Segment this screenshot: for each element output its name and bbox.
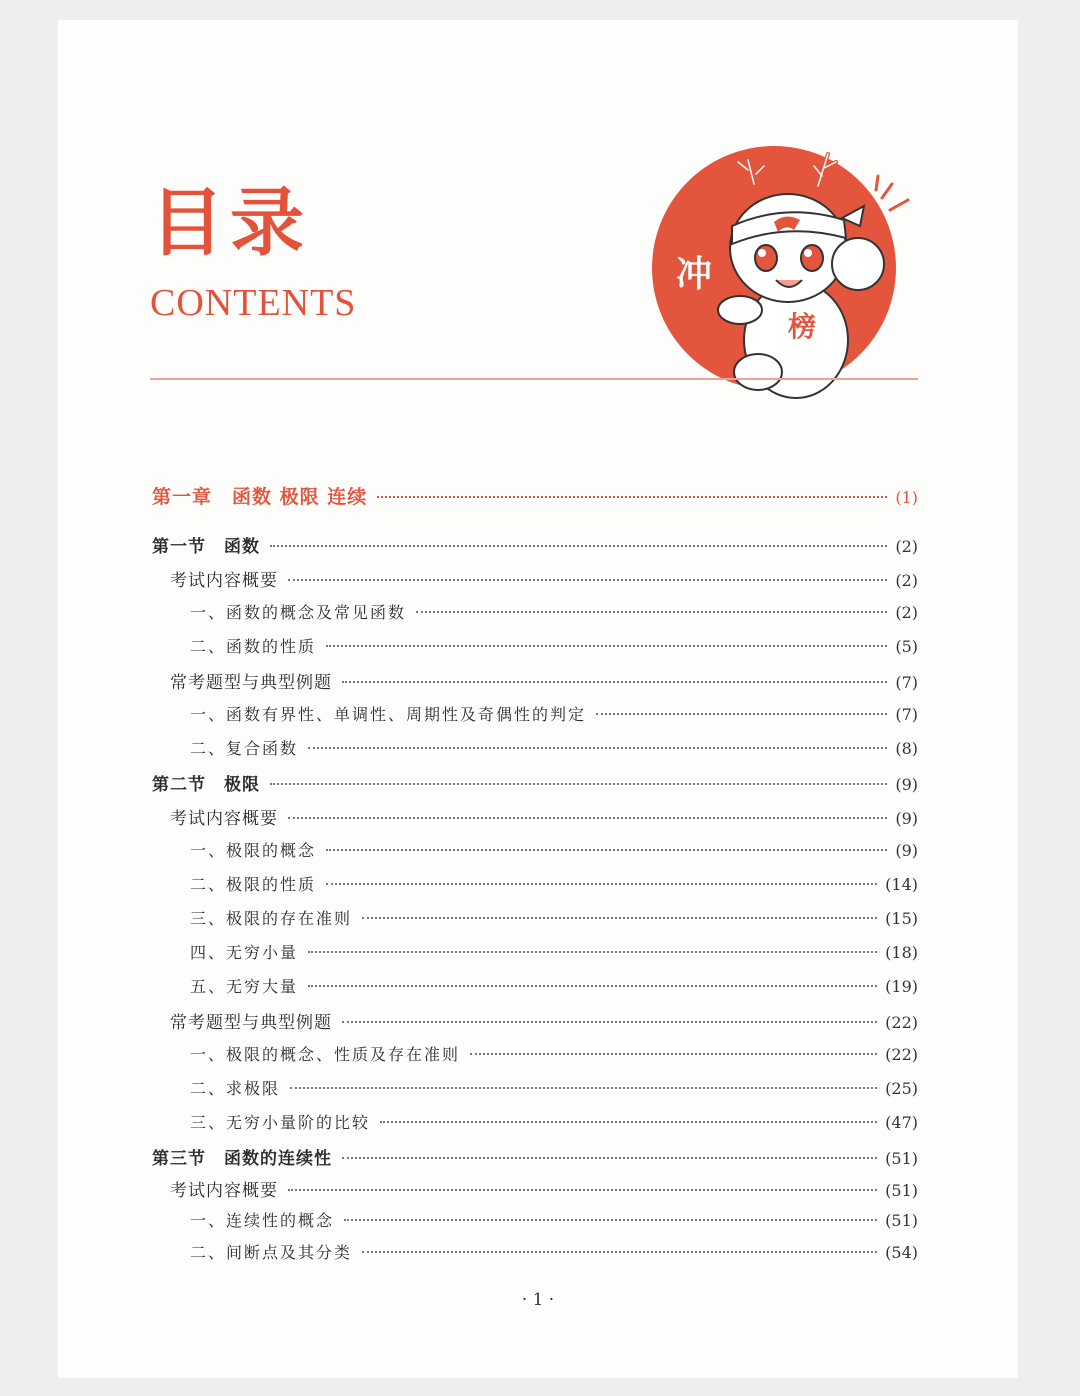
toc-entry-item[interactable]: [190, 1240, 918, 1266]
toc-leader-dots: [288, 817, 887, 819]
mascot-text-bang: 榜: [788, 310, 817, 343]
toc-entry-label: 三、极限的存在准则: [190, 909, 353, 928]
header-divider: [150, 378, 918, 380]
toc-leader-dots: [342, 681, 887, 683]
toc-entry-label: 一、函数的概念及常见函数: [190, 603, 407, 622]
toc-leader-dots: [308, 951, 877, 953]
toc-entry-item[interactable]: [190, 702, 918, 728]
toc-leader-dots: [380, 1121, 877, 1123]
toc-entry-label: 二、求极限: [190, 1079, 281, 1098]
toc-entry-page: (14): [885, 875, 918, 894]
toc-entry-label: 一、极限的概念、性质及存在准则: [190, 1045, 461, 1064]
toc-entry-label: 第一节 函数: [152, 537, 260, 557]
toc-entry-section[interactable]: [152, 532, 918, 558]
toc-entry-label: 常考题型与典型例题: [170, 1013, 332, 1033]
toc-entry-label: 考试内容概要: [170, 571, 278, 591]
toc-entry-label: 二、复合函数: [190, 739, 299, 758]
toc-entry-label: 一、极限的概念: [190, 841, 317, 860]
toc-entry-label: 三、无穷小量阶的比较: [190, 1113, 371, 1132]
toc-entry-label: 二、间断点及其分类: [190, 1243, 353, 1262]
toc-entry-page: (8): [895, 739, 918, 758]
toc-entry-item[interactable]: [190, 1042, 918, 1068]
toc-entry-chapter[interactable]: [152, 482, 918, 508]
page-title-chinese: 目录: [150, 180, 310, 266]
toc-entry-label: 第一章 函数 极限 连续: [152, 486, 368, 508]
toc-leader-dots: [470, 1053, 877, 1055]
toc-entry-item[interactable]: [190, 634, 918, 660]
toc-entry-page: (2): [895, 603, 918, 622]
mascot-text-chong: 冲: [676, 254, 713, 295]
toc-entry-label: 二、函数的性质: [190, 637, 317, 656]
toc-entry-label: 五、无穷大量: [190, 977, 299, 996]
toc-entry-label: 常考题型与典型例题: [170, 673, 332, 693]
toc-entry-page: (7): [895, 705, 918, 724]
toc-leader-dots: [377, 496, 887, 498]
toc-entry-page: (15): [885, 909, 918, 928]
toc-entry-sub[interactable]: [170, 804, 918, 830]
toc-entry-page: (2): [895, 571, 918, 590]
toc-entry-item[interactable]: [190, 872, 918, 898]
toc-leader-dots: [326, 645, 887, 647]
toc-entry-item[interactable]: [190, 838, 918, 864]
toc-entry-page: (22): [885, 1013, 918, 1032]
toc-entry-label: 第二节 极限: [152, 775, 260, 795]
toc-entry-page: (18): [885, 943, 918, 962]
toc-entry-item[interactable]: [190, 600, 918, 626]
toc-entry-sub[interactable]: [170, 1176, 918, 1202]
toc-entry-page: (9): [895, 841, 918, 860]
toc-entry-label: 一、连续性的概念: [190, 1211, 335, 1230]
toc-entry-label: 第三节 函数的连续性: [152, 1149, 332, 1169]
toc-leader-dots: [308, 747, 887, 749]
toc-entry-page: (7): [895, 673, 918, 692]
toc-leader-dots: [326, 883, 877, 885]
toc-entry-sub[interactable]: [170, 566, 918, 592]
toc-entry-page: (51): [885, 1181, 918, 1200]
toc-leader-dots: [288, 1189, 877, 1191]
toc-entry-item[interactable]: [190, 940, 918, 966]
toc-leader-dots: [596, 713, 887, 715]
toc-leader-dots: [342, 1021, 877, 1023]
page-title-english: CONTENTS: [150, 282, 357, 324]
toc-entry-label: 二、极限的性质: [190, 875, 317, 894]
toc-leader-dots: [288, 579, 887, 581]
toc-entry-page: (9): [895, 775, 918, 794]
toc-entry-page: (51): [885, 1149, 918, 1168]
document-page: [58, 20, 1018, 1378]
toc-leader-dots: [326, 849, 887, 851]
toc-entry-sub[interactable]: [170, 668, 918, 694]
toc-entry-item[interactable]: [190, 974, 918, 1000]
toc-entry-page: (22): [885, 1045, 918, 1064]
toc-leader-dots: [362, 1251, 877, 1253]
toc-entry-page: (54): [885, 1243, 918, 1262]
toc-entry-page: (51): [885, 1211, 918, 1230]
toc-entry-page: (2): [895, 537, 918, 556]
toc-entry-page: (25): [885, 1079, 918, 1098]
toc-entry-section[interactable]: [152, 1144, 918, 1170]
toc-entry-item[interactable]: [190, 906, 918, 932]
toc-entry-item[interactable]: [190, 1110, 918, 1136]
toc-entry-item[interactable]: [190, 1208, 918, 1234]
toc-entry-label: 考试内容概要: [170, 1181, 278, 1201]
toc-leader-dots: [308, 985, 877, 987]
toc-leader-dots: [342, 1157, 877, 1159]
toc-leader-dots: [344, 1219, 877, 1221]
toc-entry-label: 一、函数有界性、单调性、周期性及奇偶性的判定: [190, 705, 587, 724]
toc-entry-page: (19): [885, 977, 918, 996]
toc-entry-item[interactable]: [190, 736, 918, 762]
mascot-illustration: [646, 140, 926, 400]
toc-entry-label: 考试内容概要: [170, 809, 278, 829]
toc-leader-dots: [290, 1087, 877, 1089]
toc-leader-dots: [270, 545, 887, 547]
toc-entry-item[interactable]: [190, 1076, 918, 1102]
toc-entry-sub[interactable]: [170, 1008, 918, 1034]
toc-entry-page: (1): [895, 488, 918, 507]
toc-leader-dots: [416, 611, 887, 613]
page-number: · 1 ·: [521, 1290, 555, 1310]
toc-entry-page: (9): [895, 809, 918, 828]
toc-entry-page: (47): [885, 1113, 918, 1132]
toc-entry-label: 四、无穷小量: [190, 943, 299, 962]
toc-leader-dots: [270, 783, 887, 785]
toc-leader-dots: [362, 917, 877, 919]
toc-entry-section[interactable]: [152, 770, 918, 796]
toc-entry-page: (5): [895, 637, 918, 656]
